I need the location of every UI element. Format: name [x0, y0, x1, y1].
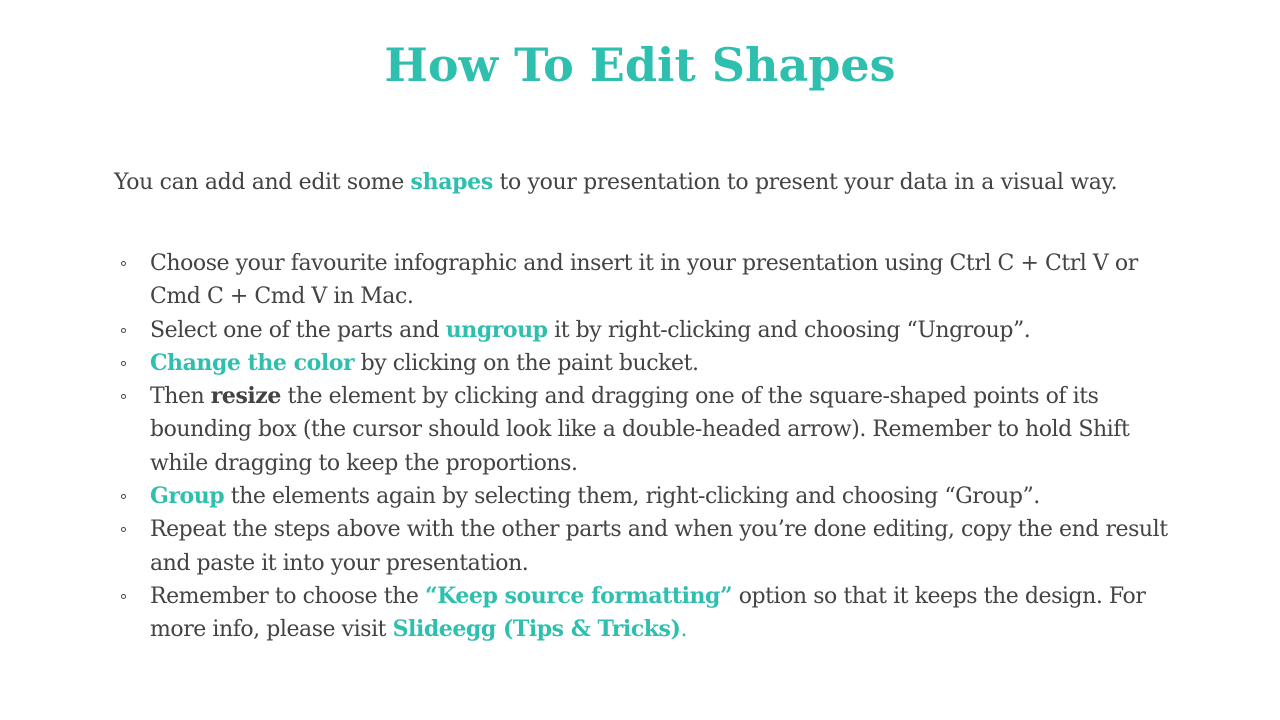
list-item: [150, 580, 1180, 647]
bullet-circle-icon: [121, 527, 126, 532]
list-item-text: Select one of the parts and: [150, 317, 446, 343]
link-period: .: [680, 617, 687, 643]
list-item-text: Repeat the steps above with the other parts and when you’re done editing, copy the end result and paste it into your presentation.: [150, 517, 1168, 576]
intro-text-start: You can add and edit some: [114, 170, 411, 195]
list-item: [150, 347, 1180, 380]
bullet-circle-icon: [121, 494, 126, 499]
list-item: [150, 247, 1180, 314]
list-item-text: option so that it keeps the design. For more info, please visit: [150, 583, 1146, 643]
bullet-circle-icon: [121, 594, 126, 599]
bullet-circle-icon: [121, 361, 126, 366]
intro-text-end: to your presentation to present your data in a visual way.: [492, 170, 1118, 195]
list-item: [150, 513, 1180, 580]
highlight-change-color: Change the color: [150, 349, 355, 376]
list-item-text: Remember to choose the: [150, 583, 425, 609]
bullet-circle-icon: [121, 261, 126, 266]
list-item-text: the element by clicking and dragging one of the square-shaped points of its bounding box (the cursor should look like a double-headed arrow). Remember to hold Shift while dragging to keep the proportions.: [150, 384, 1130, 476]
list-item: [150, 314, 1180, 347]
bullet-circle-icon: [121, 394, 126, 399]
highlight-keep-source-formatting: “Keep source formatting”: [424, 582, 733, 609]
list-item-text: by clicking on the paint bucket.: [354, 350, 699, 376]
list-item-text: Then: [150, 384, 211, 410]
instructions-list: [150, 247, 1180, 647]
bold-resize: resize: [210, 383, 281, 410]
list-item: [150, 380, 1180, 480]
list-item-text: it by right-clicking and choosing “Ungroup”.: [547, 317, 1031, 343]
slideegg-tips-link[interactable]: Slideegg (Tips & Tricks): [392, 616, 681, 643]
bullet-circle-icon: [121, 328, 126, 333]
highlight-group: Group: [150, 483, 225, 510]
highlight-ungroup: ungroup: [445, 316, 548, 343]
list-item: [150, 480, 1180, 513]
slide-title: How To Edit Shapes: [384, 38, 896, 92]
intro-highlight-shapes: shapes: [410, 169, 493, 195]
list-item-text: the elements again by selecting them, right-clicking and choosing “Group”.: [224, 484, 1040, 510]
intro-paragraph: [114, 166, 1194, 199]
list-item-text: Choose your favourite infographic and insert it in your presentation using Ctrl C + Ctrl V or Cmd C + Cmd V in Mac.: [150, 251, 1138, 310]
